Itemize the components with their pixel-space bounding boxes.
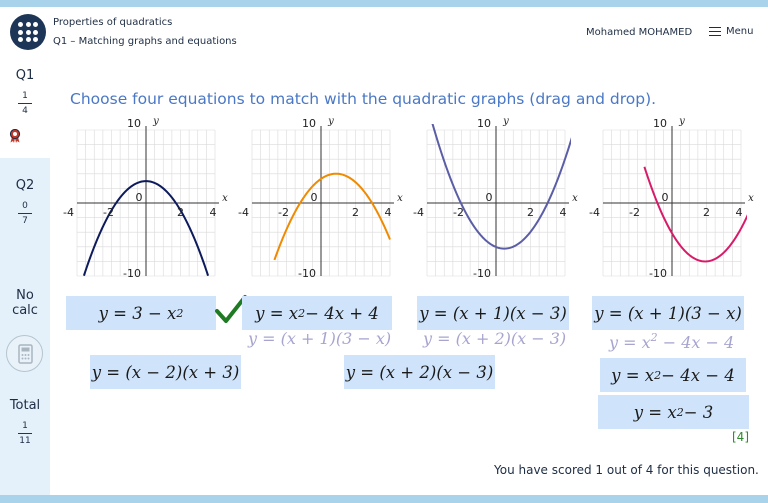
tick-label: 0	[485, 191, 493, 204]
equation-tile[interactable]	[598, 395, 749, 429]
tick-label: 2	[177, 206, 184, 219]
tick-label: -10	[123, 267, 141, 278]
answer-2-exp: 2	[298, 306, 306, 320]
tile-3-exp: 2	[654, 368, 662, 382]
axis-label-y: y	[153, 118, 159, 127]
graph-2	[237, 118, 407, 278]
correct-answer-4	[609, 331, 734, 352]
graph-2-svg	[237, 118, 407, 278]
question-title: Q1 – Matching graphs and equations	[53, 36, 237, 47]
answer-slot-4[interactable]	[592, 296, 744, 330]
tick-label: -4	[589, 206, 600, 219]
answer-2-text-a: y = x	[255, 303, 299, 323]
tick-label: 0	[661, 191, 669, 204]
axis-label-x: x	[397, 193, 403, 204]
tick-label: -10	[298, 267, 316, 278]
tile-1-text: y = (x − 2)(x + 3)	[91, 362, 240, 382]
marks-available: [4]	[732, 430, 749, 444]
tick-label: 2	[352, 206, 359, 219]
q2-score-den: 7	[22, 216, 28, 226]
menu-label: Menu	[726, 26, 754, 37]
tick-label: -10	[649, 267, 667, 278]
tick-label: 2	[527, 206, 534, 219]
tick-label: 4	[735, 206, 743, 219]
correct-answer-3	[423, 329, 566, 348]
sidebar-item-total[interactable]	[0, 388, 50, 495]
q2-score-num: 0	[22, 201, 28, 211]
ghost-2-text: y = (x + 1)(3 − x)	[248, 329, 392, 348]
ghost-4-text-a: y = x	[609, 333, 651, 352]
tick-label: -10	[473, 267, 491, 278]
graph-1	[62, 118, 232, 278]
answer-4-text: y = (x + 1)(3 − x)	[594, 303, 742, 323]
q1-score	[18, 91, 32, 116]
equation-tile[interactable]	[600, 358, 746, 392]
graph-3	[412, 118, 582, 278]
quadratic-curve	[429, 118, 574, 249]
tick-label: -2	[453, 206, 464, 219]
q2-label: Q2	[15, 178, 35, 193]
user-name[interactable]: Mohamed MOHAMED	[586, 27, 693, 38]
instruction-text: Choose four equations to match with the quadratic graphs (drag and drop).	[70, 90, 657, 108]
answer-slot-1[interactable]	[66, 296, 216, 330]
ghost-3-text: y = (x + 2)(x − 3)	[423, 329, 567, 348]
tick-label: -2	[103, 206, 114, 219]
graph-4	[588, 118, 758, 278]
answer-1-text: y = 3 − x	[98, 303, 177, 323]
graph-1-svg	[62, 118, 232, 278]
tile-2-text: y = (x + 2)(x − 3)	[345, 362, 494, 382]
tick-label: 0	[310, 191, 318, 204]
ghost-4-exp: 2	[650, 331, 658, 344]
bottom-strip	[0, 495, 768, 503]
axis-label-x: x	[572, 193, 578, 204]
ghost-4-text-b: − 4x − 4	[657, 333, 735, 352]
total-score	[18, 421, 32, 446]
tick-label: -2	[278, 206, 289, 219]
axis-label-y: y	[679, 118, 685, 127]
calc-line2: calc	[12, 303, 38, 318]
menu-button[interactable]	[709, 26, 753, 37]
sidebar-calc-status	[0, 278, 50, 378]
tick-label: 10	[127, 118, 141, 130]
top-strip	[0, 0, 768, 7]
answer-slot-3[interactable]	[417, 296, 569, 330]
answer-3-text: y = (x + 1)(x − 3)	[419, 303, 567, 323]
tile-3-text-a: y = x	[611, 365, 655, 385]
q1-label: Q1	[15, 68, 35, 83]
tile-4-exp: 2	[676, 405, 684, 419]
score-message: You have scored 1 out of 4 for this question.	[494, 463, 759, 477]
axis-label-x: x	[748, 193, 754, 204]
graph-3-svg	[412, 118, 582, 278]
tile-4-text-a: y = x	[633, 402, 677, 422]
q1-score-den: 4	[22, 106, 28, 116]
graph-4-svg	[588, 118, 758, 278]
tile-3-text-b: − 4x − 4	[661, 365, 735, 385]
tick-label: 4	[384, 206, 392, 219]
apps-grid-icon[interactable]	[10, 14, 46, 50]
tick-label: 10	[477, 118, 491, 130]
tick-label: -4	[63, 206, 74, 219]
tick-label: -4	[413, 206, 424, 219]
course-title: Properties of quadratics	[53, 17, 173, 28]
tile-4-text-b: − 3	[683, 402, 714, 422]
axis-label-y: y	[503, 118, 509, 127]
hamburger-icon	[709, 27, 721, 36]
tick-label: -4	[238, 206, 249, 219]
calculator-icon	[6, 335, 43, 372]
tick-label: 10	[653, 118, 667, 130]
tick-label: 4	[209, 206, 217, 219]
axis-label-x: x	[222, 193, 228, 204]
tick-label: 2	[703, 206, 710, 219]
total-score-den: 11	[19, 436, 31, 446]
answer-1-exp: 2	[176, 306, 184, 320]
question-area	[50, 58, 768, 495]
q1-score-num: 1	[22, 91, 28, 101]
tick-label: 10	[302, 118, 316, 130]
equation-tile[interactable]	[90, 355, 241, 389]
total-score-num: 1	[22, 421, 28, 431]
answer-slot-2[interactable]	[242, 296, 392, 330]
header	[0, 7, 768, 58]
axis-label-y: y	[328, 118, 334, 127]
calc-line1: No	[16, 288, 34, 303]
sidebar	[0, 58, 50, 495]
tick-label: -2	[629, 206, 640, 219]
tick-label: 0	[135, 191, 143, 204]
award-badge-icon	[9, 129, 21, 143]
sidebar-item-q1[interactable]	[0, 58, 50, 158]
sidebar-item-q2[interactable]	[0, 168, 50, 268]
total-label: Total	[9, 398, 41, 413]
equation-tile[interactable]	[344, 355, 495, 389]
answer-2-text-b: − 4x + 4	[305, 303, 379, 323]
q2-score	[18, 201, 32, 226]
correct-answer-2	[248, 329, 391, 348]
tick-label: 4	[559, 206, 567, 219]
